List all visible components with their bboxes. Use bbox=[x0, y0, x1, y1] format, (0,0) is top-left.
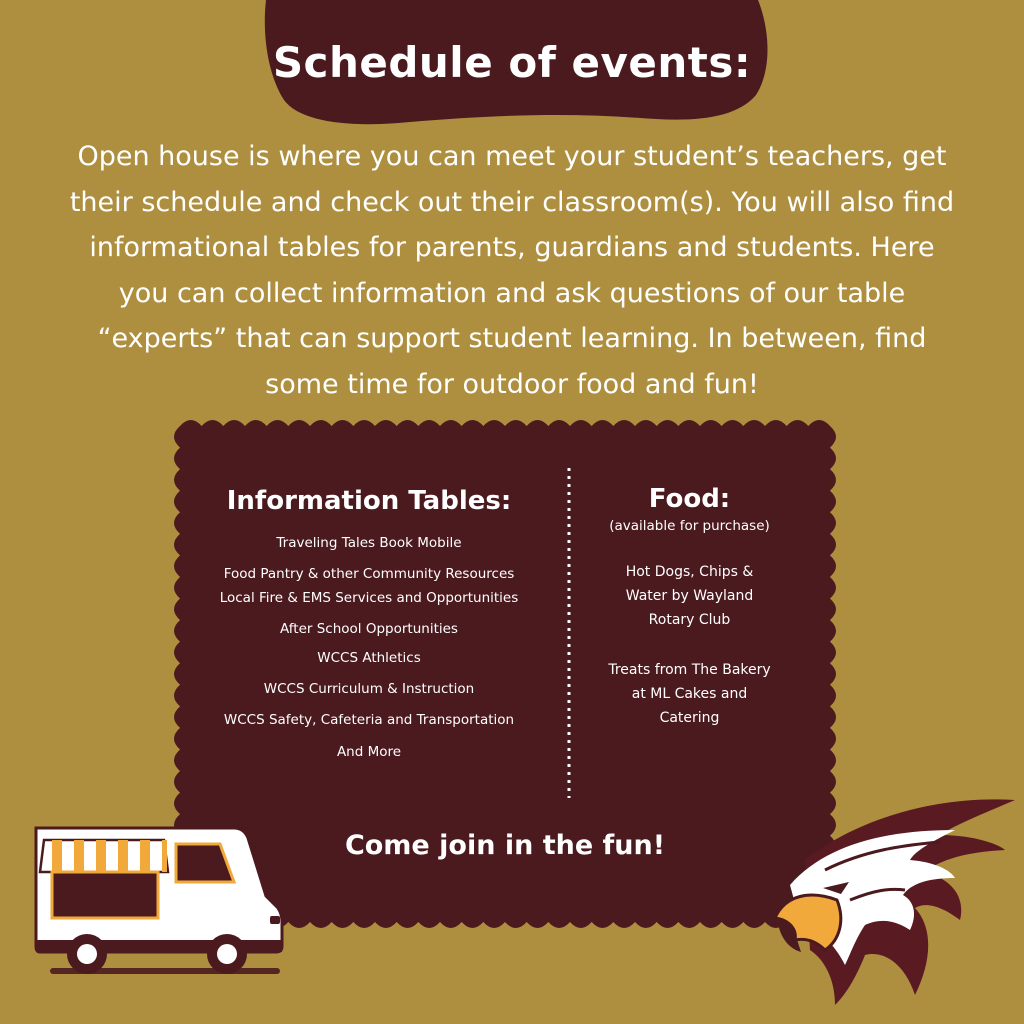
intro-line: some time for outdoor food and fun! bbox=[265, 368, 759, 400]
intro-paragraph bbox=[10, 134, 1014, 407]
food-subheading: (available for purchase) bbox=[609, 518, 770, 534]
call-to-action: Come join in the fun! bbox=[344, 830, 666, 861]
information-tables-section bbox=[180, 480, 558, 762]
food-section bbox=[582, 480, 797, 730]
food-item-line: Water by Wayland bbox=[625, 588, 754, 604]
information-tables-heading: Information Tables: bbox=[226, 486, 512, 516]
intro-line: you can collect information and ask questions of our table bbox=[118, 277, 906, 309]
food-truck-icon bbox=[30, 818, 290, 978]
list-item: And More bbox=[336, 744, 402, 760]
list-item: Traveling Tales Book Mobile bbox=[276, 535, 462, 551]
food-item-line: Catering bbox=[659, 710, 720, 726]
information-tables-list bbox=[180, 534, 558, 762]
intro-line: their schedule and check out their classroom(s). You will also find bbox=[69, 186, 955, 218]
intro-line: Open house is where you can meet your student’s teachers, get bbox=[77, 141, 947, 172]
intro-line: informational tables for parents, guardians and students. Here bbox=[89, 232, 935, 263]
list-item: WCCS Curriculum & Instruction bbox=[263, 681, 475, 697]
food-item-line: Hot Dogs, Chips & bbox=[625, 564, 754, 580]
list-item: After School Opportunities bbox=[280, 621, 458, 637]
food-item bbox=[582, 658, 797, 730]
list-item: WCCS Athletics bbox=[317, 650, 421, 666]
list-item: Local Fire & EMS Services and Opportunities bbox=[219, 590, 519, 606]
food-item-line: at ML Cakes and bbox=[631, 686, 748, 702]
food-item-line: Treats from The Bakery bbox=[608, 662, 771, 678]
food-item bbox=[582, 560, 797, 632]
intro-line: “experts” that can support student learning. In between, find bbox=[97, 323, 927, 354]
list-item: WCCS Safety, Cafeteria and Transportation bbox=[223, 712, 515, 728]
page-title: Schedule of events: bbox=[272, 38, 752, 87]
list-item: Food Pantry & other Community Resources bbox=[223, 566, 515, 582]
eagle-mascot-icon bbox=[765, 790, 1020, 1015]
food-heading: Food: bbox=[648, 484, 731, 514]
food-item-line: Rotary Club bbox=[648, 612, 731, 628]
